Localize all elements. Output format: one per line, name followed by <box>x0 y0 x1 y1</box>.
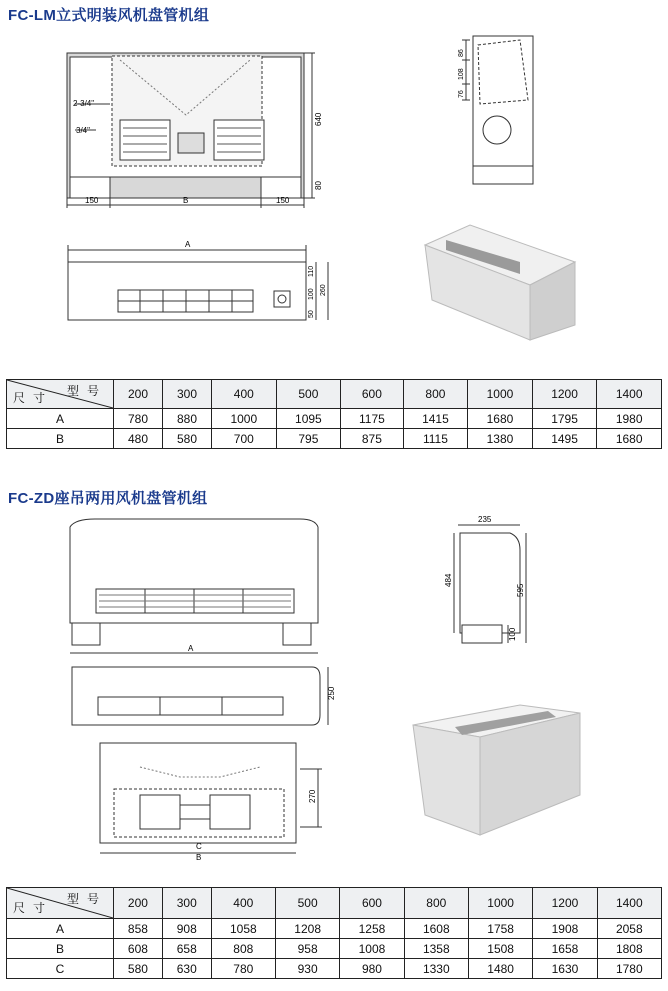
table-cell: 1095 <box>276 409 341 429</box>
table-header-row <box>7 888 662 919</box>
header-cell: 300 <box>162 888 211 919</box>
header-cell: 500 <box>276 380 341 409</box>
table-cell: 1758 <box>468 919 532 939</box>
corner-model-label: 型号 <box>66 892 107 906</box>
header-cell: 800 <box>403 380 468 409</box>
header-cell: 400 <box>212 380 277 409</box>
lm-spec-table <box>6 379 662 449</box>
corner-size-label: 尺寸 <box>13 391 54 405</box>
table-cell: 908 <box>162 919 211 939</box>
zd-side-dim-h1: 484 <box>444 573 453 587</box>
table-cell: 1380 <box>468 429 533 449</box>
table-cell: 1115 <box>403 429 468 449</box>
lm-dim-pipe-top: 2-3/4" <box>73 99 95 108</box>
table-cell: 580 <box>114 959 163 979</box>
table-cell: 780 <box>114 409 163 429</box>
zd-side-dim-foot: 100 <box>508 627 517 641</box>
section1-drawings <box>0 0 668 380</box>
row-label: C <box>7 959 114 979</box>
table-cell: 1358 <box>404 939 468 959</box>
lm-dim-pipe-bottom: 3/4" <box>76 126 90 135</box>
lm-dim-foot: 80 <box>314 181 323 190</box>
section1-title: FC-LM立式明装风机盘管机组 <box>8 7 210 24</box>
header-cell: 1000 <box>468 380 533 409</box>
table-cell: 2058 <box>597 919 661 939</box>
lm-top-dim-2: 100 <box>308 288 315 300</box>
lm-top-dim-depth: 260 <box>320 284 327 296</box>
table-corner <box>7 888 114 919</box>
table-row <box>7 939 662 959</box>
header-cell: 1000 <box>468 888 532 919</box>
lm-dim-right: 150 <box>276 196 290 205</box>
header-cell: 1400 <box>597 380 662 409</box>
corner-size-label: 尺寸 <box>13 901 54 915</box>
table-row <box>7 919 662 939</box>
lm-top-view <box>68 245 328 320</box>
lm-top-dim-1: 110 <box>308 265 315 277</box>
zd-spec-table <box>6 887 662 979</box>
table-cell: 1780 <box>597 959 661 979</box>
zd-bottom-dim-depth: 270 <box>308 789 317 803</box>
zd-side-dim-top: 235 <box>478 515 492 524</box>
table-cell: 875 <box>341 429 403 449</box>
table-cell: 480 <box>114 429 163 449</box>
zd-dim-width: A <box>188 644 194 653</box>
table-cell: 1258 <box>340 919 404 939</box>
zd-bottom-dim-c: C <box>196 842 202 851</box>
lm-side-dim-1: 86 <box>458 49 465 57</box>
row-label: B <box>7 939 114 959</box>
corner-model-label: 型号 <box>66 384 107 398</box>
table-cell: 1658 <box>533 939 597 959</box>
table-cell: 880 <box>163 409 212 429</box>
section2-title: FC-ZD座吊两用风机盘管机组 <box>8 490 208 507</box>
lm-top-dim-3: 50 <box>308 310 315 318</box>
lm-side-dim-2: 108 <box>458 68 465 80</box>
table-cell: 795 <box>276 429 341 449</box>
table-row <box>7 429 662 449</box>
lm-dim-height: 640 <box>314 112 323 126</box>
lm-product-photo <box>425 225 575 340</box>
table-cell: 780 <box>211 959 275 979</box>
table-cell: 1808 <box>597 939 661 959</box>
table-cell: 1415 <box>403 409 468 429</box>
zd-bottom-dim-b: B <box>196 853 202 862</box>
zd-product-photo <box>413 705 580 835</box>
section2-drawings <box>0 505 668 885</box>
table-cell: 808 <box>211 939 275 959</box>
header-cell: 1200 <box>533 888 597 919</box>
table-cell: 1330 <box>404 959 468 979</box>
table-cell: 1630 <box>533 959 597 979</box>
header-cell: 200 <box>114 380 163 409</box>
table-row <box>7 409 662 429</box>
table-cell: 1795 <box>532 409 597 429</box>
table-cell: 1908 <box>533 919 597 939</box>
lm-dim-mid: B <box>183 196 189 205</box>
table-cell: 1008 <box>340 939 404 959</box>
lm-front-view <box>67 53 315 208</box>
lm-side-dim-3: 76 <box>458 90 465 98</box>
lm-side-view <box>462 36 533 184</box>
table-cell: 700 <box>212 429 277 449</box>
zd-front-view <box>70 519 318 653</box>
header-cell: 500 <box>275 888 339 919</box>
header-cell: 1200 <box>532 380 597 409</box>
header-cell: 300 <box>163 380 212 409</box>
table-cell: 1680 <box>597 429 662 449</box>
header-cell: 1400 <box>597 888 661 919</box>
table-cell: 930 <box>275 959 339 979</box>
table-cell: 608 <box>114 939 163 959</box>
table-cell: 658 <box>162 939 211 959</box>
header-cell: 800 <box>404 888 468 919</box>
table-cell: 580 <box>163 429 212 449</box>
table-header-row <box>7 380 662 409</box>
table-cell: 1980 <box>597 409 662 429</box>
header-cell: 600 <box>340 888 404 919</box>
table-cell: 1680 <box>468 409 533 429</box>
zd-bottom-view <box>100 743 322 853</box>
table-cell: 1058 <box>211 919 275 939</box>
header-cell: 400 <box>211 888 275 919</box>
table-cell: 1000 <box>212 409 277 429</box>
header-cell: 600 <box>341 380 403 409</box>
lm-dim-left: 150 <box>85 196 99 205</box>
row-label: B <box>7 429 114 449</box>
table-cell: 1480 <box>468 959 532 979</box>
table-row <box>7 959 662 979</box>
table-cell: 1495 <box>532 429 597 449</box>
table-cell: 630 <box>162 959 211 979</box>
row-label: A <box>7 919 114 939</box>
table-cell: 1508 <box>468 939 532 959</box>
table-cell: 1175 <box>341 409 403 429</box>
row-label: A <box>7 409 114 429</box>
table-cell: 1208 <box>275 919 339 939</box>
table-cell: 958 <box>275 939 339 959</box>
header-cell: 200 <box>114 888 163 919</box>
table-corner <box>7 380 114 409</box>
zd-top-view <box>72 667 328 725</box>
table-cell: 1608 <box>404 919 468 939</box>
lm-top-dim-width: A <box>185 240 191 249</box>
table-cell: 858 <box>114 919 163 939</box>
zd-side-dim-h2: 595 <box>516 583 525 597</box>
zd-top-dim-depth: 250 <box>327 686 336 700</box>
table-cell: 980 <box>340 959 404 979</box>
